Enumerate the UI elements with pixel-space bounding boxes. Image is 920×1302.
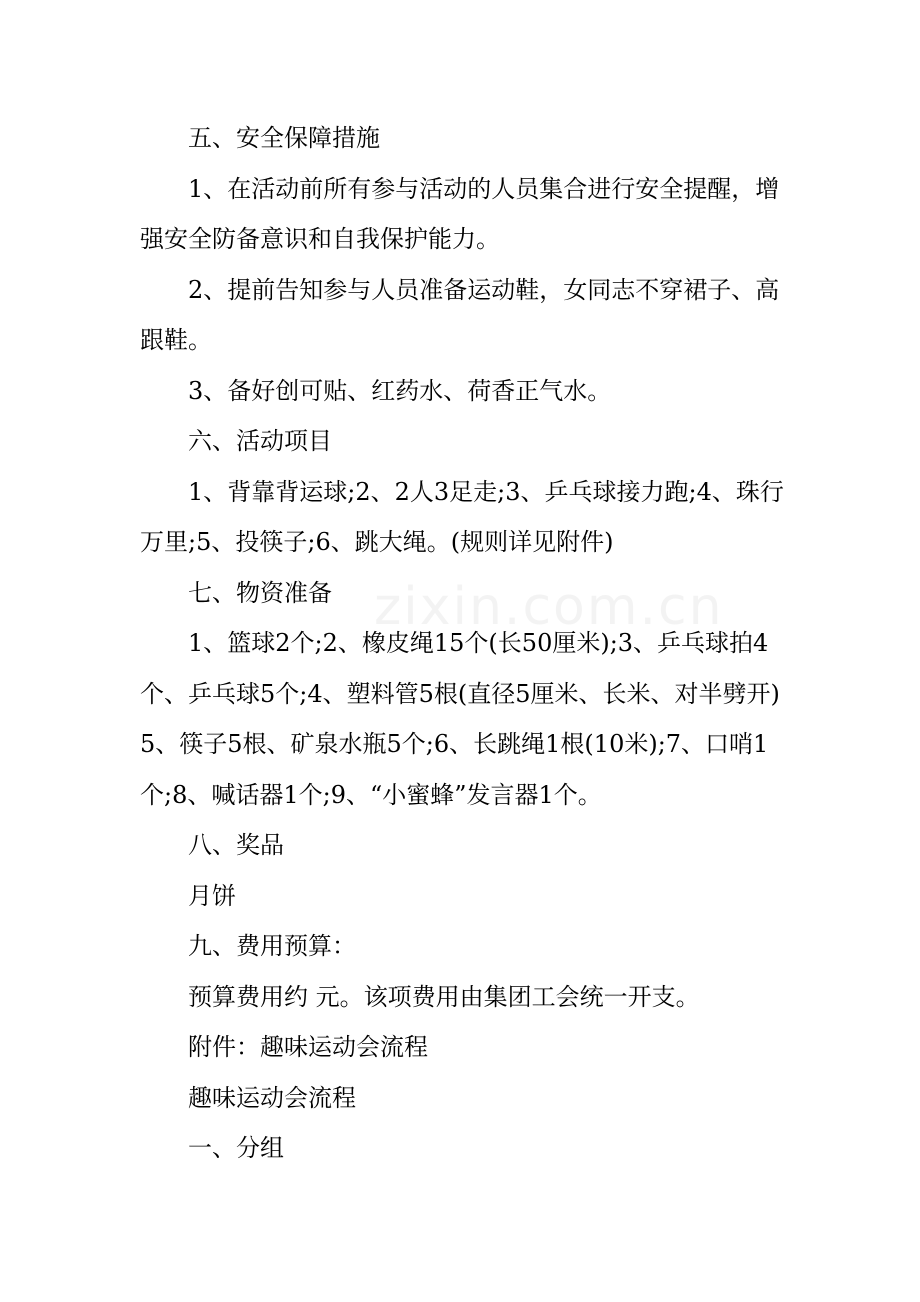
section-heading-activities: 六、活动项目	[188, 427, 332, 455]
section-heading-grouping: 一、分组	[188, 1134, 284, 1162]
section-heading-prizes: 八、奖品	[188, 831, 284, 859]
paragraph-materials-list: 1、篮球2个;2、橡皮绳15个(长50厘米);3、乒乓球拍4个、乒乓球5个;4、塑料管5根(直径5厘米、长米、对半劈开)5、筷子5根、矿泉水瓶5个;6、长跳绳1根(10米);7、口哨1个;8、喊话器1个;9、“小蜜蜂”发言器1个。	[140, 629, 780, 809]
section-heading-safety: 五、安全保障措施	[188, 124, 380, 152]
paragraph-safety-2: 2、提前告知参与人员准备运动鞋，女同志不穿裙子、高跟鞋。	[140, 275, 780, 354]
watermark: zixin.com.cn	[374, 577, 724, 637]
section-heading-budget: 九、费用预算：	[188, 932, 356, 960]
paragraph-safety-3: 3、备好创可贴、红药水、荷香正气水。	[188, 376, 612, 405]
paragraph-budget: 预算费用约 元。该项费用由集团工会统一开支。	[188, 982, 700, 1011]
document-body	[140, 113, 790, 1174]
paragraph-safety-1: 1、在活动前所有参与活动的人员集合进行安全提醒，增强安全防备意识和自我保护能力。	[140, 174, 780, 253]
section-heading-materials: 七、物资准备	[188, 578, 332, 607]
paragraph-activities-list: 1、背靠背运球;2、2人3足走;3、乒乓球接力跑;4、珠行万里;5、投筷子;6、跳大绳。(规则详见附件)	[140, 477, 784, 556]
attachment-title: 趣味运动会流程	[188, 1083, 356, 1112]
paragraph-prizes: 月饼	[188, 881, 236, 910]
paragraph-attachment: 附件：趣味运动会流程	[188, 1033, 428, 1061]
